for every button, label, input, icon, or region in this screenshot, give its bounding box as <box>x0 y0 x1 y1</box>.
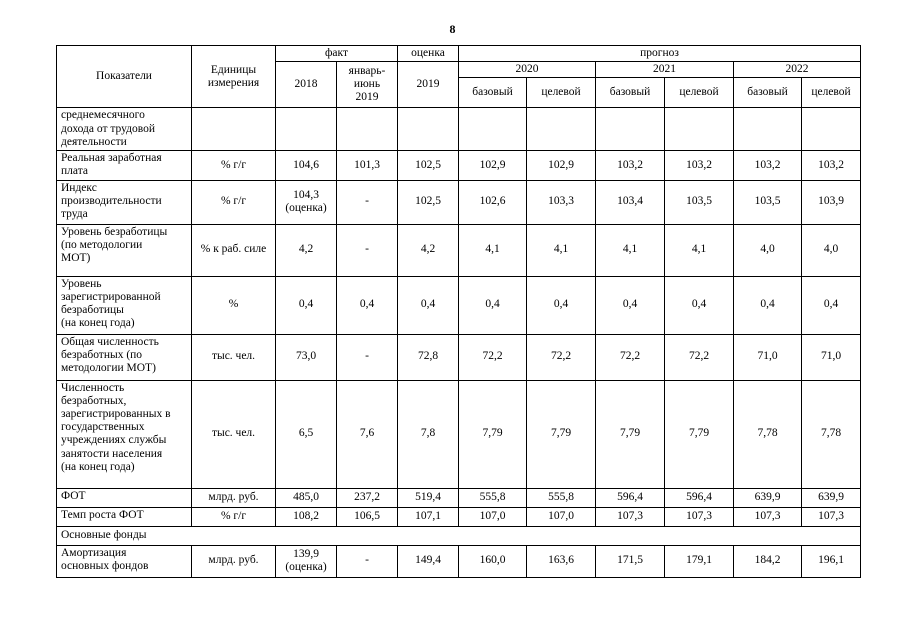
row-value: 103,4 <box>596 180 665 224</box>
row-value: 7,8 <box>398 380 459 488</box>
table-row <box>57 151 861 180</box>
row-value: 72,2 <box>459 334 527 380</box>
row-value: 139,9 (оценка) <box>276 545 337 577</box>
row-value: - <box>337 180 398 224</box>
row-value <box>596 108 665 151</box>
row-label: Амортизация основных фондов <box>57 545 192 577</box>
row-value: 184,2 <box>734 545 802 577</box>
row-unit: млрд. руб. <box>192 488 276 507</box>
row-unit: % г/г <box>192 151 276 180</box>
header-indicator: Показатели <box>57 46 192 108</box>
row-unit: % г/г <box>192 180 276 224</box>
row-value: 596,4 <box>596 488 665 507</box>
row-label: Численность безработных, зарегистрированных в государственных учреждениях службы занятости населения (на конец года) <box>57 380 192 488</box>
row-value: 4,1 <box>665 224 734 276</box>
header-2019: 2019 <box>398 62 459 108</box>
row-unit <box>192 108 276 151</box>
row-value: 160,0 <box>459 545 527 577</box>
row-label: Индекс производительности труда <box>57 180 192 224</box>
row-value: 72,2 <box>596 334 665 380</box>
row-value: 0,4 <box>802 276 861 334</box>
row-value <box>527 108 596 151</box>
row-value: 107,3 <box>802 507 861 526</box>
header-jan-jun-2019: январь- июнь 2019 <box>337 62 398 108</box>
header-2021-base: базовый <box>596 78 665 108</box>
row-value: 107,3 <box>596 507 665 526</box>
header-2022: 2022 <box>734 62 861 78</box>
indicators-table <box>56 45 861 578</box>
row-value: 107,1 <box>398 507 459 526</box>
row-value: 106,5 <box>337 507 398 526</box>
table-row <box>57 224 861 276</box>
row-value: 103,2 <box>734 151 802 180</box>
row-label: ФОТ <box>57 488 192 507</box>
row-value: 102,5 <box>398 151 459 180</box>
row-value: 101,3 <box>337 151 398 180</box>
row-value: 73,0 <box>276 334 337 380</box>
header-forecast: прогноз <box>459 46 861 62</box>
row-unit: % к раб. силе <box>192 224 276 276</box>
row-value: 4,1 <box>596 224 665 276</box>
row-unit: % <box>192 276 276 334</box>
row-value: 102,6 <box>459 180 527 224</box>
row-value: 7,79 <box>596 380 665 488</box>
row-value: 0,4 <box>337 276 398 334</box>
row-value: 103,5 <box>665 180 734 224</box>
row-value: 108,2 <box>276 507 337 526</box>
row-value: 71,0 <box>734 334 802 380</box>
row-value: 102,9 <box>459 151 527 180</box>
table-row <box>57 380 861 488</box>
row-value: 4,2 <box>398 224 459 276</box>
row-value: 171,5 <box>596 545 665 577</box>
table-row <box>57 108 861 151</box>
row-value: - <box>337 545 398 577</box>
row-value: 71,0 <box>802 334 861 380</box>
header-fact: факт <box>276 46 398 62</box>
row-label: Общая численность безработных (по методологии МОТ) <box>57 334 192 380</box>
header-2020-base: базовый <box>459 78 527 108</box>
header-estimate: оценка <box>398 46 459 62</box>
row-value: 7,79 <box>527 380 596 488</box>
row-value: 107,3 <box>734 507 802 526</box>
row-value: 103,9 <box>802 180 861 224</box>
header-2022-base: базовый <box>734 78 802 108</box>
header-2020-target: целевой <box>527 78 596 108</box>
row-value: 237,2 <box>337 488 398 507</box>
row-value: 72,2 <box>527 334 596 380</box>
row-value <box>459 108 527 151</box>
row-value: 4,1 <box>527 224 596 276</box>
row-value: 7,79 <box>665 380 734 488</box>
row-value: 596,4 <box>665 488 734 507</box>
row-value: 7,79 <box>459 380 527 488</box>
row-value: 149,4 <box>398 545 459 577</box>
row-value: 555,8 <box>527 488 596 507</box>
row-value: 72,8 <box>398 334 459 380</box>
header-units: Единицы измерения <box>192 46 276 108</box>
table-row <box>57 180 861 224</box>
row-value: 0,4 <box>665 276 734 334</box>
row-value: 4,2 <box>276 224 337 276</box>
row-value: - <box>337 334 398 380</box>
row-value: 0,4 <box>398 276 459 334</box>
row-unit: тыс. чел. <box>192 334 276 380</box>
row-value: 179,1 <box>665 545 734 577</box>
row-value: 4,0 <box>802 224 861 276</box>
row-label: Уровень безработицы (по методологии МОТ) <box>57 224 192 276</box>
row-value: 103,2 <box>665 151 734 180</box>
row-value: 4,1 <box>459 224 527 276</box>
table-row <box>57 334 861 380</box>
row-value: 485,0 <box>276 488 337 507</box>
row-value: 103,5 <box>734 180 802 224</box>
row-unit: млрд. руб. <box>192 545 276 577</box>
header-2020: 2020 <box>459 62 596 78</box>
row-value: 107,3 <box>665 507 734 526</box>
row-value: 7,78 <box>802 380 861 488</box>
header-2021: 2021 <box>596 62 734 78</box>
row-value: 0,4 <box>527 276 596 334</box>
table-row <box>57 276 861 334</box>
row-value: 104,3 (оценка) <box>276 180 337 224</box>
row-value: 519,4 <box>398 488 459 507</box>
row-value <box>398 108 459 151</box>
table-row <box>57 545 861 577</box>
row-label: Темп роста ФОТ <box>57 507 192 526</box>
row-value: 0,4 <box>596 276 665 334</box>
row-unit: % г/г <box>192 507 276 526</box>
row-value: 0,4 <box>276 276 337 334</box>
row-value: 7,6 <box>337 380 398 488</box>
section-header: Основные фонды <box>57 526 861 545</box>
table-row <box>57 507 861 526</box>
row-value <box>665 108 734 151</box>
row-value <box>734 108 802 151</box>
row-value <box>802 108 861 151</box>
row-value: 163,6 <box>527 545 596 577</box>
row-value: 0,4 <box>734 276 802 334</box>
page-number: 8 <box>449 22 456 36</box>
row-value: 107,0 <box>459 507 527 526</box>
row-value <box>276 108 337 151</box>
row-value: 72,2 <box>665 334 734 380</box>
header-2022-target: целевой <box>802 78 861 108</box>
row-label: среднемесячного дохода от трудовой деятельности <box>57 108 192 151</box>
row-label: Уровень зарегистрированной безработицы (на конец года) <box>57 276 192 334</box>
row-value: - <box>337 224 398 276</box>
row-value: 639,9 <box>802 488 861 507</box>
row-unit: тыс. чел. <box>192 380 276 488</box>
row-value: 103,2 <box>802 151 861 180</box>
row-value: 104,6 <box>276 151 337 180</box>
row-value: 196,1 <box>802 545 861 577</box>
row-value: 103,3 <box>527 180 596 224</box>
row-value: 102,5 <box>398 180 459 224</box>
row-value: 0,4 <box>459 276 527 334</box>
row-value: 639,9 <box>734 488 802 507</box>
row-value: 4,0 <box>734 224 802 276</box>
row-value: 555,8 <box>459 488 527 507</box>
table-row <box>57 488 861 507</box>
row-value: 6,5 <box>276 380 337 488</box>
row-value: 107,0 <box>527 507 596 526</box>
row-label: Реальная заработная плата <box>57 151 192 180</box>
header-2018: 2018 <box>276 62 337 108</box>
header-2021-target: целевой <box>665 78 734 108</box>
row-value: 7,78 <box>734 380 802 488</box>
row-value <box>337 108 398 151</box>
row-value: 103,2 <box>596 151 665 180</box>
row-value: 102,9 <box>527 151 596 180</box>
